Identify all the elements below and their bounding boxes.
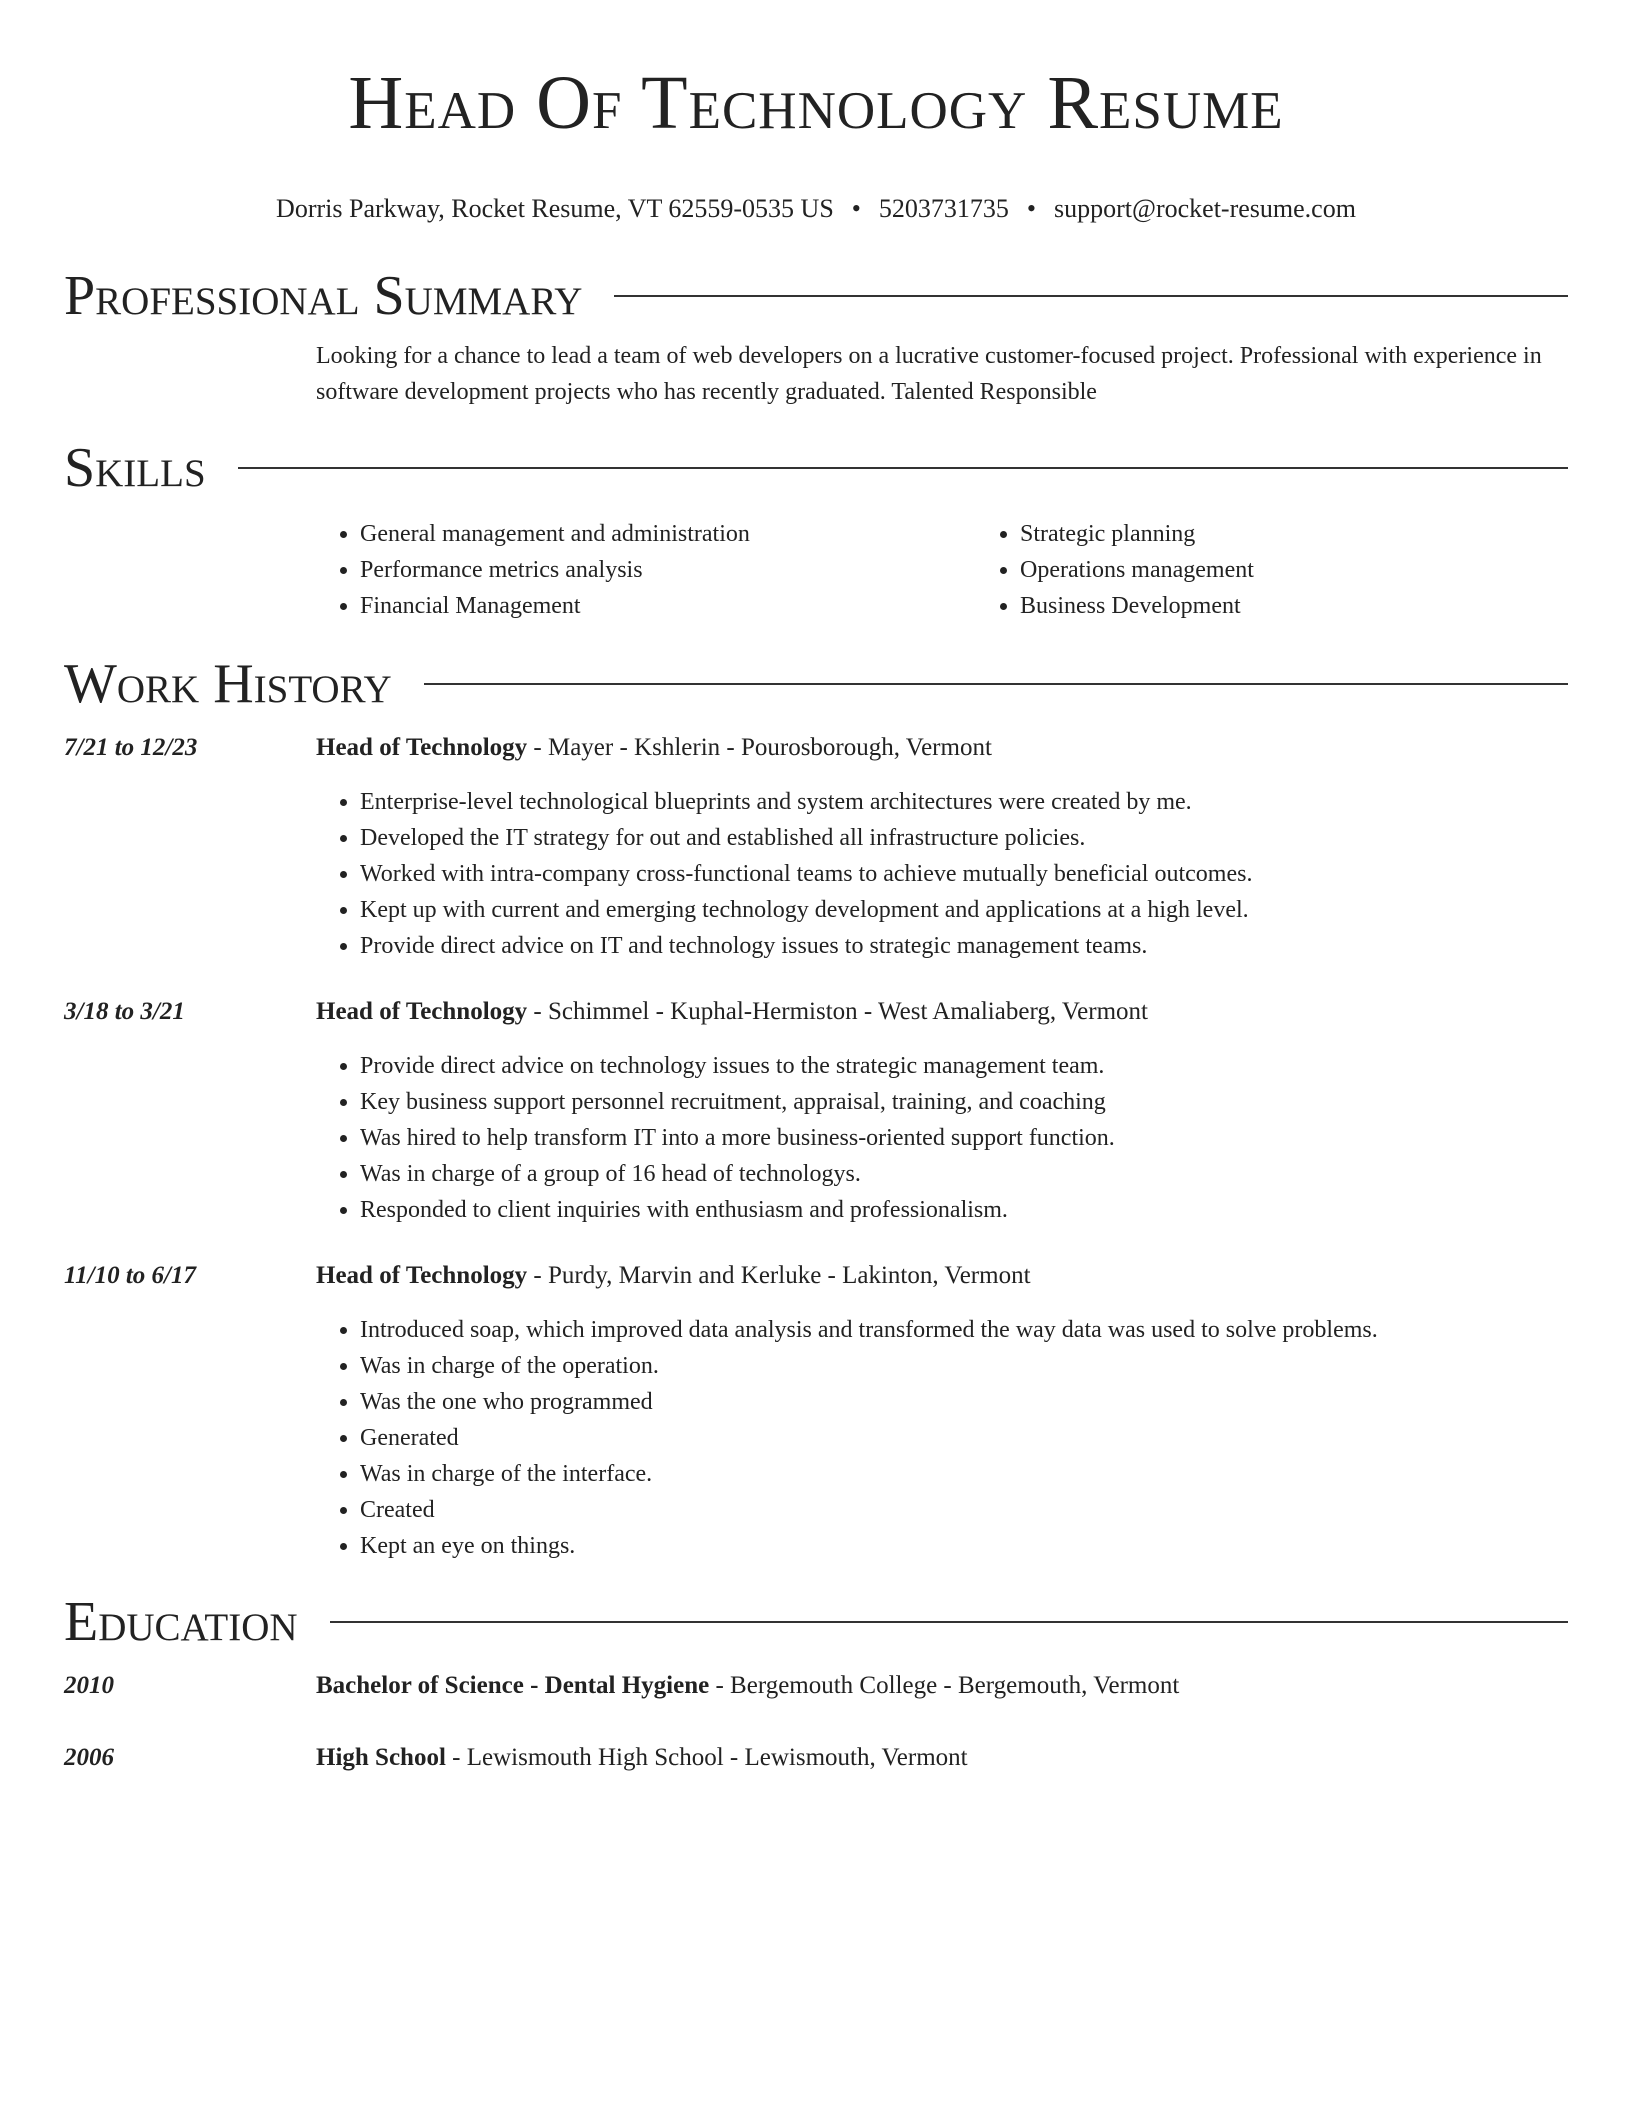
separator: •	[851, 194, 861, 223]
education-details: - Lewismouth High School - Lewismouth, Vermont	[445, 1744, 968, 1771]
resume-title: Head Of Technology Resume	[348, 61, 1284, 145]
job-bullet: • Was hired to help transform IT into a more business-oriented support function.	[360, 1120, 1568, 1156]
separator: •	[1026, 194, 1037, 223]
section-title: Professional Summary	[64, 265, 583, 327]
job-entry	[64, 1258, 1568, 1564]
job-bullet: • Provide direct advice on technology issues to the strategic management team.	[360, 1048, 1568, 1084]
education-year: 2010	[64, 1672, 114, 1699]
job-bullet: • Key business support personnel recruitment, appraisal, training, and coaching	[360, 1084, 1568, 1120]
address: Dorris Parkway, Rocket Resume, VT 62559-0535 US	[276, 194, 834, 223]
job-bullets	[316, 1048, 1568, 1228]
section-title: Skills	[64, 437, 206, 499]
summary-left-spacer	[64, 338, 316, 410]
job-bullets	[316, 1312, 1568, 1564]
email: support@rocket-resume.com	[1054, 194, 1356, 223]
section-title: Work History	[64, 653, 392, 715]
job-title: Head of Technology	[316, 734, 528, 761]
section-divider	[614, 295, 1568, 297]
section-title: Education	[64, 1591, 298, 1653]
education-heading	[316, 1740, 1568, 1776]
skills-list-right	[976, 516, 1632, 624]
section-divider	[238, 467, 1568, 469]
skills-section-header	[64, 434, 1568, 502]
job-details: - Mayer - Kshlerin - Pourosborough, Vermont	[527, 734, 992, 761]
job-dates: 7/21 to 12/23	[64, 734, 198, 761]
contact-line	[64, 192, 1568, 226]
education-degree: High School	[316, 1744, 446, 1771]
job-dates: 11/10 to 6/17	[64, 1262, 196, 1289]
skills-row	[64, 516, 1568, 624]
job-bullet: • Generated	[360, 1420, 1568, 1456]
work-section-header	[64, 650, 1568, 718]
job-dates: 3/18 to 3/21	[64, 998, 185, 1025]
job-title: Head of Technology	[316, 1262, 528, 1289]
summary-section-header	[64, 262, 1568, 330]
skill-item: • Strategic planning	[1020, 516, 1632, 552]
education-details: - Bergemouth College - Bergemouth, Vermont	[709, 1672, 1180, 1699]
job-bullet: • Provide direct advice on IT and technology issues to strategic management teams.	[360, 928, 1568, 964]
job-bullet: • Introduced soap, which improved data analysis and transformed the way data was used to solve problems.	[360, 1312, 1568, 1348]
job-bullets	[316, 784, 1568, 964]
job-heading	[316, 730, 1568, 766]
summary-row	[64, 338, 1568, 410]
summary-text: Looking for a chance to lead a team of web developers on a lucrative customer-focused project. Professional with experience in software development projects who has recently graduated. Talented Responsible	[316, 343, 1542, 405]
skill-item: • General management and administration	[360, 516, 976, 552]
skills-list-left	[316, 516, 976, 624]
job-bullet: • Kept an eye on things.	[360, 1528, 1568, 1564]
job-bullet: • Responded to client inquiries with enthusiasm and professionalism.	[360, 1192, 1568, 1228]
education-entry	[64, 1740, 1568, 1776]
job-bullet: • Kept up with current and emerging technology development and applications at a high level.	[360, 892, 1568, 928]
section-divider	[330, 1621, 1568, 1623]
skill-item: • Business Development	[1020, 588, 1632, 624]
job-entry	[64, 994, 1568, 1228]
section-divider	[424, 683, 1568, 685]
job-bullet: • Was in charge of the interface.	[360, 1456, 1568, 1492]
job-bullet: • Was in charge of a group of 16 head of technologys.	[360, 1156, 1568, 1192]
skill-item: • Operations management	[1020, 552, 1632, 588]
job-bullet: • Worked with intra-company cross-functional teams to achieve mutually beneficial outcomes.	[360, 856, 1568, 892]
job-heading	[316, 994, 1568, 1030]
skill-item: • Financial Management	[360, 588, 976, 624]
education-year: 2006	[64, 1744, 114, 1771]
job-bullet: • Developed the IT strategy for out and established all infrastructure policies.	[360, 820, 1568, 856]
job-entry	[64, 730, 1568, 964]
job-heading	[316, 1258, 1568, 1294]
education-section-header	[64, 1588, 1568, 1656]
job-bullet: • Was the one who programmed	[360, 1384, 1568, 1420]
skill-item: • Performance metrics analysis	[360, 552, 976, 588]
skills-left-spacer	[64, 516, 316, 624]
job-title: Head of Technology	[316, 998, 528, 1025]
job-details: - Schimmel - Kuphal-Hermiston - West Amaliaberg, Vermont	[527, 998, 1148, 1025]
job-bullet: • Created	[360, 1492, 1568, 1528]
phone: 5203731735	[878, 194, 1009, 223]
job-bullet: • Enterprise-level technological blueprints and system architectures were created by me.	[360, 784, 1568, 820]
job-bullet: • Was in charge of the operation.	[360, 1348, 1568, 1384]
education-entry	[64, 1668, 1568, 1704]
education-heading	[316, 1668, 1568, 1704]
education-degree: Bachelor of Science - Dental Hygiene	[316, 1672, 710, 1699]
skills-columns	[316, 516, 1632, 624]
job-details: - Purdy, Marvin and Kerluke - Lakinton, Vermont	[527, 1262, 1031, 1289]
